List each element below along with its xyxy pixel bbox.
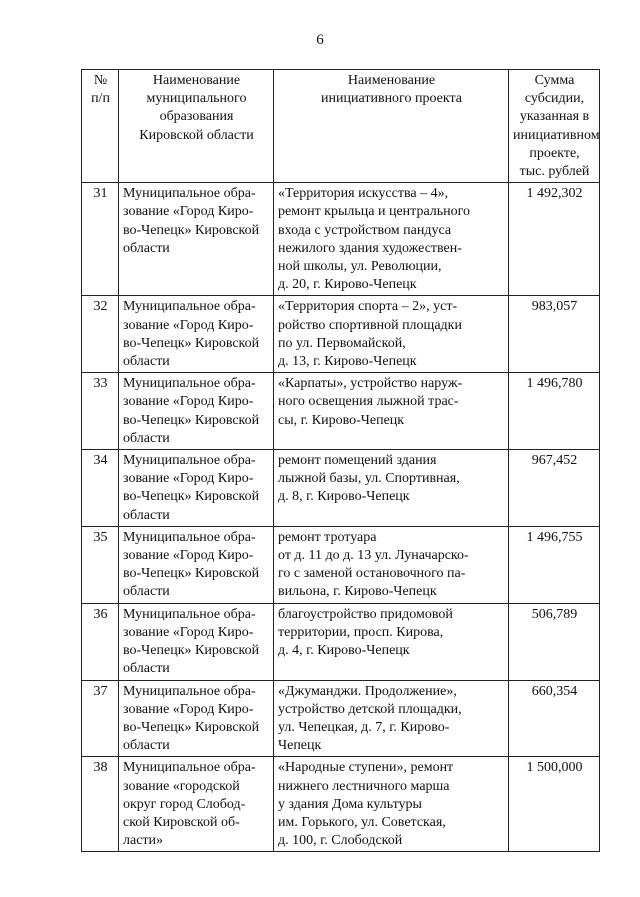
- municipality-cell: Муниципальное обра- зование «Город Киро- во-Чепецк» Кировской области: [119, 680, 274, 757]
- header-project: Наименование инициативного проекта: [274, 70, 509, 183]
- project-cell: ремонт помещений здания лыжной базы, ул. Спортивная, д. 8, г. Кирово-Чепецк: [274, 450, 509, 527]
- row-number: 34: [82, 450, 119, 527]
- municipality-cell: Муниципальное обра- зование «Город Киро- во-Чепецк» Кировской области: [119, 183, 274, 296]
- table-row: [82, 757, 600, 852]
- project-cell: «Карпаты», устройство наруж- ного освещения лыжной трас- сы, г. Кирово-Чепецк: [274, 373, 509, 450]
- municipality-cell: Муниципальное обра- зование «Город Киро- во-Чепецк» Кировской области: [119, 296, 274, 373]
- table-row: [82, 373, 600, 450]
- municipality-cell: Муниципальное обра- зование «Город Киро- во-Чепецк» Кировской области: [119, 450, 274, 527]
- row-number: 37: [82, 680, 119, 757]
- amount-cell: 967,452: [509, 450, 600, 527]
- row-number: 35: [82, 526, 119, 603]
- table-row: [82, 296, 600, 373]
- project-cell: «Территория спорта – 2», уст- ройство спортивной площадки по ул. Первомайской, д. 13, г. Кирово-Чепецк: [274, 296, 509, 373]
- municipality-cell: Муниципальное обра- зование «Город Киро- во-Чепецк» Кировской области: [119, 603, 274, 680]
- row-number: 36: [82, 603, 119, 680]
- page-number: 6: [316, 32, 324, 48]
- amount-cell: 983,057: [509, 296, 600, 373]
- project-cell: ремонт тротуара от д. 11 до д. 13 ул. Луначарско- го с заменой остановочного па- вильона, г. Кирово-Чепецк: [274, 526, 509, 603]
- municipality-cell: Муниципальное обра- зование «Город Киро- во-Чепецк» Кировской области: [119, 373, 274, 450]
- amount-cell: 1 500,000: [509, 757, 600, 852]
- table-row: [82, 450, 600, 527]
- header-municipality: Наименование муниципального образования Кировской области: [119, 70, 274, 183]
- project-cell: «Территория искусства – 4», ремонт крыльца и центрального входа с устройством пандуса нежилого здания художествен- ной школы, ул. Революции, д. 20, г. Кирово-Чепецк: [274, 183, 509, 296]
- row-number: 38: [82, 757, 119, 852]
- project-cell: «Народные ступени», ремонт нижнего лестничного марша у здания Дома культуры им. Горького, ул. Советская, д. 100, г. Слободской: [274, 757, 509, 852]
- table-row: [82, 183, 600, 296]
- amount-cell: 1 496,780: [509, 373, 600, 450]
- project-cell: благоустройство придомовой территории, просп. Кирова, д. 4, г. Кирово-Чепецк: [274, 603, 509, 680]
- table-row: [82, 603, 600, 680]
- amount-cell: 1 492,302: [509, 183, 600, 296]
- amount-cell: 506,789: [509, 603, 600, 680]
- subsidy-table: [81, 69, 600, 852]
- row-number: 31: [82, 183, 119, 296]
- municipality-cell: Муниципальное обра- зование «городской округ город Слобод- ской Кировской об- ласти»: [119, 757, 274, 852]
- header-amount: Сумма субсидии, указанная в инициативном проекте, тыс. рублей: [509, 70, 600, 183]
- amount-cell: 660,354: [509, 680, 600, 757]
- table-header-row: [82, 70, 600, 183]
- header-num: № п/п: [82, 70, 119, 183]
- amount-cell: 1 496,755: [509, 526, 600, 603]
- project-cell: «Джуманджи. Продолжение», устройство детской площадки, ул. Чепецкая, д. 7, г. Кирово- Чепецк: [274, 680, 509, 757]
- table-row: [82, 526, 600, 603]
- municipality-cell: Муниципальное обра- зование «Город Киро- во-Чепецк» Кировской области: [119, 526, 274, 603]
- table-row: [82, 680, 600, 757]
- row-number: 32: [82, 296, 119, 373]
- row-number: 33: [82, 373, 119, 450]
